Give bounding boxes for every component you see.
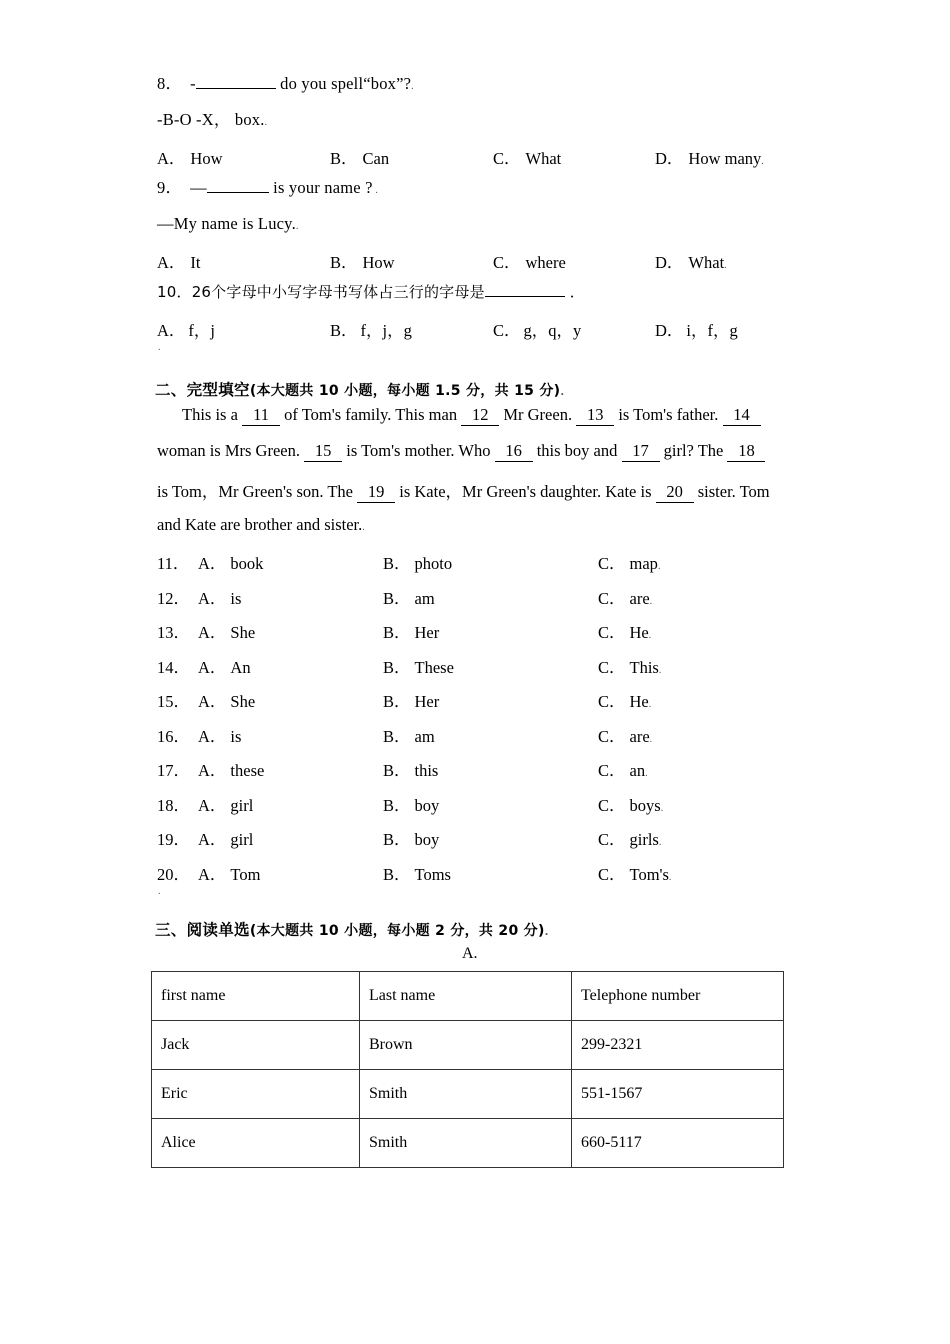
table-row xyxy=(152,1021,784,1070)
question-10-stem: 10．26个字母中小写字母书写体占三行的字母是 ． xyxy=(157,283,585,301)
question-9-stem: 9． — is your name ? . xyxy=(157,178,379,197)
cloze-question-14-option-a[interactable]: A． An xyxy=(198,658,251,677)
table-header-first-name: first name xyxy=(152,972,360,1021)
cloze-blank-12: 12 xyxy=(461,405,499,426)
cell-telephone: 660-5117 xyxy=(572,1119,784,1168)
cloze-question-15-option-c[interactable]: C． He. xyxy=(598,692,652,711)
question-9-stem-text: is your name ? xyxy=(268,178,373,197)
section-three-heading-title: 三、阅读单选 xyxy=(155,921,250,939)
cell-telephone: 299-2321 xyxy=(572,1021,784,1070)
table-header-row xyxy=(152,972,784,1021)
cell-first-name: Alice xyxy=(152,1119,360,1168)
cloze-question-12-option-b[interactable]: B． am xyxy=(383,589,435,608)
cloze-blank-20: 20 xyxy=(656,482,694,503)
question-10-blank xyxy=(485,296,565,297)
table-row xyxy=(152,1070,784,1119)
question-9-option-a[interactable]: A． It xyxy=(157,253,201,272)
cloze-question-13-option-b[interactable]: B． Her xyxy=(383,623,440,642)
cloze-blank-13: 13 xyxy=(576,405,614,426)
cloze-question-17-option-c[interactable]: C． an. xyxy=(598,761,648,780)
question-10-option-c[interactable]: C． g，q，y xyxy=(493,321,582,340)
question-8-option-b[interactable]: B． Can xyxy=(330,149,390,168)
table-header-telephone: Telephone number xyxy=(572,972,784,1021)
cloze-question-11-option-a[interactable]: A． book xyxy=(198,554,264,573)
question-8-blank xyxy=(196,88,276,89)
cloze-blank-15: 15 xyxy=(304,441,342,462)
section-three-heading: 三、阅读单选(本大题共 10 小题，每小题 2 分，共 20 分). xyxy=(155,921,549,939)
question-8-number: 8． xyxy=(157,74,183,93)
section-two-heading-title: 二、完型填空 xyxy=(155,381,250,399)
cloze-question-17-option-a[interactable]: A． these xyxy=(198,761,265,780)
section-two-heading: 二、完型填空(本大题共 10 小题，每小题 1.5 分，共 15 分). xyxy=(155,381,565,399)
question-8-option-c[interactable]: C． What xyxy=(493,149,562,168)
cloze-passage-line-3: is Tom，Mr Green's son. The 19 is Kate，Mr Green's daughter. Kate is 20 sister. Tom xyxy=(157,482,770,501)
cloze-passage-line-4: and Kate are brother and sister.. xyxy=(157,515,365,534)
cloze-question-17-number: 17． xyxy=(157,761,190,780)
cell-first-name: Eric xyxy=(152,1070,360,1119)
table-row xyxy=(152,1119,784,1168)
cloze-question-13-option-c[interactable]: C． He. xyxy=(598,623,652,642)
table-header-last-name: Last name xyxy=(360,972,572,1021)
stray-mark-2: . xyxy=(158,886,161,897)
question-8-dash: - xyxy=(190,74,196,93)
cloze-question-13-option-a[interactable]: A． She xyxy=(198,623,256,642)
question-9-answer-line: —My name is Lucy.. xyxy=(157,214,299,233)
cloze-question-19-option-a[interactable]: A． girl xyxy=(198,830,254,849)
cloze-question-12-option-a[interactable]: A． is xyxy=(198,589,242,608)
cloze-blank-16: 16 xyxy=(495,441,533,462)
cloze-question-19-number: 19． xyxy=(157,830,190,849)
cloze-question-18-option-a[interactable]: A． girl xyxy=(198,796,254,815)
cloze-question-11-option-b[interactable]: B． photo xyxy=(383,554,453,573)
question-8-stem: 8． - do you spell“box”?. xyxy=(157,74,414,93)
reading-passage-label-a: A. xyxy=(462,945,478,962)
question-9-blank xyxy=(207,192,269,193)
question-10-number: 10． xyxy=(157,283,192,301)
cloze-question-11-number: 11． xyxy=(157,554,190,573)
question-8-option-a[interactable]: A． How xyxy=(157,149,223,168)
question-10-option-d[interactable]: D． i，f，g xyxy=(655,321,738,340)
cloze-question-18-option-c[interactable]: C． boys. xyxy=(598,796,664,815)
cloze-passage-line-1: This is a 11 of Tom's family. This man 12 Mr Green. 13 is Tom's father. 14 xyxy=(182,405,761,426)
question-10-stem-text: 26个字母中小写字母书写体占三行的字母是 xyxy=(191,283,485,301)
cell-last-name: Smith xyxy=(360,1119,572,1168)
cloze-question-12-option-c[interactable]: C． are. xyxy=(598,589,653,608)
cloze-question-16-option-b[interactable]: B． am xyxy=(383,727,435,746)
cloze-question-15-option-b[interactable]: B． Her xyxy=(383,692,440,711)
question-8-option-d[interactable]: D． How many. xyxy=(655,149,764,168)
cloze-question-18-option-b[interactable]: B． boy xyxy=(383,796,440,815)
cloze-question-19-option-c[interactable]: C． girls. xyxy=(598,830,662,849)
cell-first-name: Jack xyxy=(152,1021,360,1070)
question-10-option-a[interactable]: A． f，j xyxy=(157,321,216,340)
cloze-question-12-number: 12． xyxy=(157,589,190,608)
cloze-question-20-option-b[interactable]: B． Toms xyxy=(383,865,451,884)
cloze-question-15-option-a[interactable]: A． She xyxy=(198,692,256,711)
question-9-dash: — xyxy=(190,178,207,197)
cloze-blank-18: 18 xyxy=(727,441,765,462)
question-9-number: 9． xyxy=(157,178,183,197)
cloze-passage-line-2: woman is Mrs Green. 15 is Tom's mother. Who 16 this boy and 17 girl? The 18 xyxy=(157,441,765,462)
question-9-option-b[interactable]: B． How xyxy=(330,253,395,272)
cell-last-name: Smith xyxy=(360,1070,572,1119)
cloze-blank-19: 19 xyxy=(357,482,395,503)
cloze-question-20-option-c[interactable]: C． Tom's. xyxy=(598,865,672,884)
section-two-heading-scoring: (本大题共 10 小题，每小题 1.5 分，共 15 分) xyxy=(249,383,561,399)
cloze-question-14-option-c[interactable]: C． This. xyxy=(598,658,662,677)
question-8-answer-line: -B-O -X， box.. xyxy=(157,110,268,129)
cloze-question-14-number: 14． xyxy=(157,658,190,677)
question-10-option-b[interactable]: B． f，j，g xyxy=(330,321,412,340)
question-9-option-d[interactable]: D． What. xyxy=(655,253,727,272)
cloze-question-20-number: 20． xyxy=(157,865,190,884)
cloze-blank-11: 11 xyxy=(242,405,280,426)
cloze-question-17-option-b[interactable]: B． this xyxy=(383,761,439,780)
cloze-question-13-number: 13． xyxy=(157,623,190,642)
cloze-blank-17: 17 xyxy=(622,441,660,462)
cloze-question-15-number: 15． xyxy=(157,692,190,711)
cloze-question-11-option-c[interactable]: C． map. xyxy=(598,554,661,573)
contact-info-table xyxy=(151,971,784,1168)
cell-last-name: Brown xyxy=(360,1021,572,1070)
stray-mark-1: . xyxy=(158,342,161,353)
cloze-question-16-option-a[interactable]: A． is xyxy=(198,727,242,746)
question-8-stem-text: do you spell“box”? xyxy=(275,74,412,93)
cloze-question-20-option-a[interactable]: A． Tom xyxy=(198,865,261,884)
cloze-question-18-number: 18． xyxy=(157,796,190,815)
question-9-option-c[interactable]: C． where xyxy=(493,253,566,272)
cell-telephone: 551-1567 xyxy=(572,1070,784,1119)
cloze-question-16-option-c[interactable]: C． are. xyxy=(598,727,653,746)
cloze-question-16-number: 16． xyxy=(157,727,190,746)
section-three-heading-scoring: (本大题共 10 小题，每小题 2 分，共 20 分) xyxy=(249,923,545,939)
cloze-blank-14: 14 xyxy=(723,405,761,426)
cloze-question-19-option-b[interactable]: B． boy xyxy=(383,830,440,849)
cloze-question-14-option-b[interactable]: B． These xyxy=(383,658,454,677)
